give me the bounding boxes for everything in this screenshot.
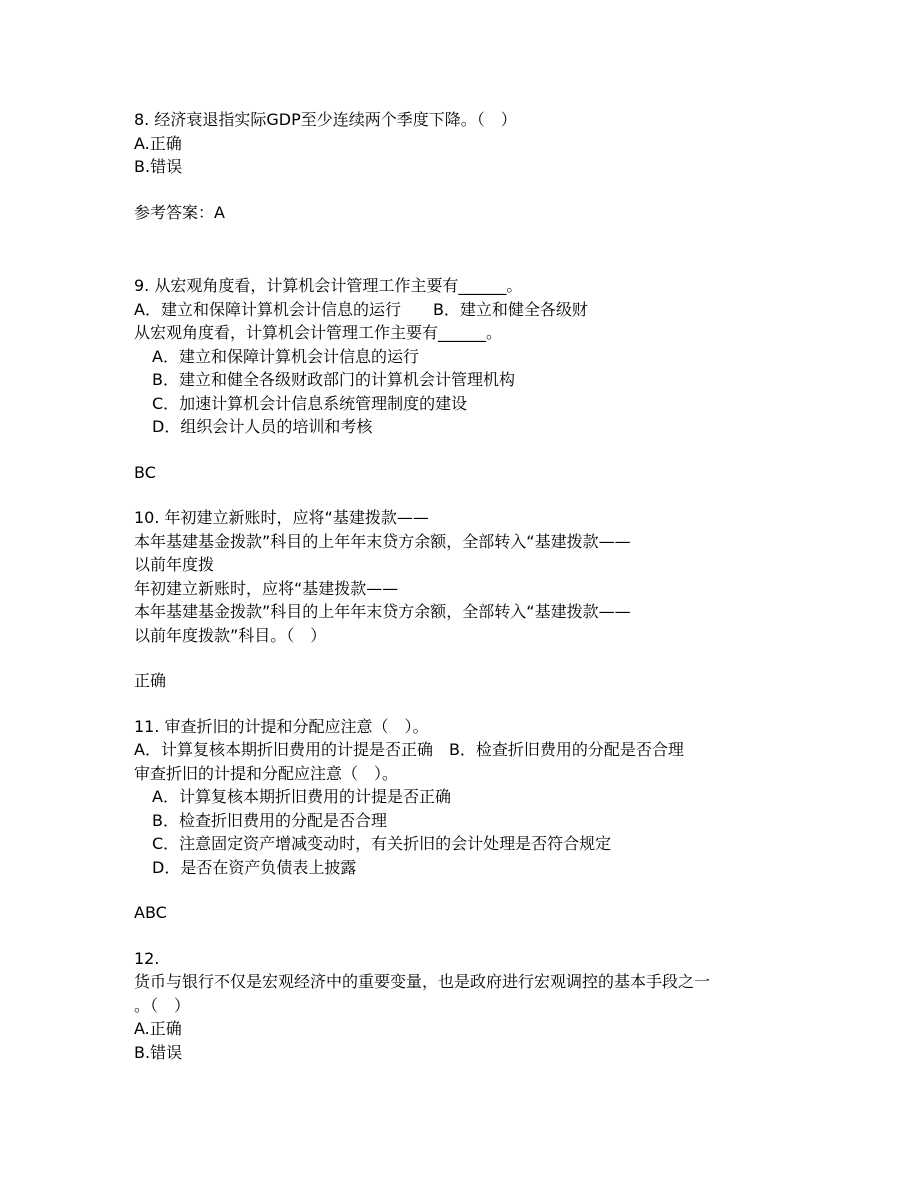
answer: BC [134,462,156,482]
question-9 [134,274,834,484]
option-a: A.正确 [134,133,182,153]
options-preview: A．计算复核本期折旧费用的计提是否正确 B．检查折旧费用的分配是否合理 [134,740,684,759]
option-b: B.错误 [134,1042,183,1062]
answer: 正确 [134,671,167,690]
option-b: B.错误 [134,157,183,176]
question-stem: 以前年度拨 [134,555,215,574]
option-c: C．注意固定资产增减变动时，有关折旧的会计处理是否符合规定 [152,834,612,853]
question-stem-repeat: 本年基建基金拨款”科目的上年年末贷方余额，全部转入“基建拨款—— [134,602,631,621]
question-stem: 。（ ） [134,995,191,1015]
question-stem-repeat: 从宏观角度看，计算机会计管理工作主要有______。 [134,323,503,342]
answer: ABC [134,903,167,922]
option-a: A．计算复核本期折旧费用的计提是否正确 [152,787,451,806]
question-stem: 10. 年初建立新账时，应将“基建拨款—— [134,508,429,527]
question-stem: 本年基建基金拨款”科目的上年年末贷方余额，全部转入“基建拨款—— [134,531,631,551]
option-d: D．是否在资产负债表上披露 [152,857,357,877]
question-stem: 8. 经济衰退指实际GDP至少连续两个季度下降。（ ） [134,110,517,129]
question-stem-repeat: 审查折旧的计提和分配应注意（ ）。 [134,763,399,783]
document-page [134,108,834,1064]
question-stem: 9. 从宏观角度看，计算机会计管理工作主要有______。 [134,276,523,295]
option-b: B．检查折旧费用的分配是否合理 [152,810,387,830]
question-11 [134,715,834,925]
option-a: A．建立和保障计算机会计信息的运行 [152,346,419,366]
question-stem: 货币与银行不仅是宏观经济中的重要变量，也是政府进行宏观调控的基本手段之一 [134,972,711,991]
question-12 [134,947,834,1065]
question-stem-repeat: 以前年度拨款”科目。（ ） [134,625,327,645]
question-stem: 11. 审查折旧的计提和分配应注意（ ）。 [134,716,429,736]
option-c: C．加速计算机会计信息系统管理制度的建设 [152,393,468,413]
options-preview: A．建立和保障计算机会计信息的运行 B．建立和健全各级财 [134,299,588,319]
option-a: A.正确 [134,1019,182,1038]
option-b: B．建立和健全各级财政部门的计算机会计管理机构 [152,370,515,389]
question-number: 12. [134,948,160,968]
question-stem-repeat: 年初建立新账时，应将“基建拨款—— [134,578,399,598]
question-8 [134,108,834,224]
option-d: D．组织会计人员的培训和考核 [152,417,373,436]
question-10 [134,506,834,693]
reference-answer: 参考答案：A [134,202,225,222]
